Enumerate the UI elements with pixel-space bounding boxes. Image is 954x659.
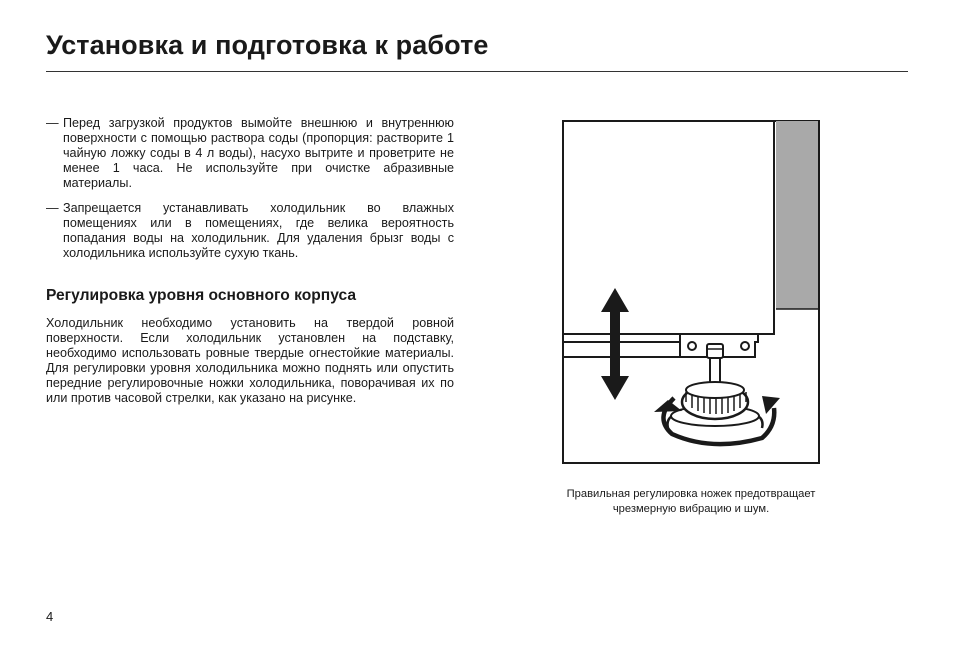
instruction-list	[46, 116, 454, 261]
up-down-arrow-icon	[601, 288, 629, 400]
foot-stem	[710, 358, 720, 384]
side-panel	[776, 121, 818, 309]
text-column	[46, 116, 454, 406]
bullet-dash: —	[46, 201, 59, 215]
list-item-text: Запрещается устанавливать холодильник во влажных помещениях или в помещениях, где велика вероятность попадания воды на холодильник. Для удаления брызг воды с холодильника используйте сухую ткань.	[63, 201, 454, 260]
refrigerator-body	[563, 121, 774, 334]
title-divider	[46, 71, 908, 72]
list-item-text: Перед загрузкой продуктов вымойте внешнюю и внутреннюю поверхности с помощью раствора соды (пропорция: растворите 1 чайную ложку соды в 4 л воды), насухо вытрите и проветрите не менее 1 часа. Не используйте при очистке абразивные материалы.	[63, 116, 454, 190]
section-heading: Регулировка уровня основного корпуса	[46, 287, 357, 304]
page-number: 4	[46, 609, 54, 624]
page-title: Установка и подготовка к работе	[46, 30, 489, 60]
foot-top-nut	[707, 344, 723, 358]
leveling-feet-illustration	[562, 120, 820, 465]
bullet-dash: —	[46, 116, 59, 130]
section-body: Холодильник необходимо установить на твердой ровной поверхности. Если холодильник установлен на подставку, необходимо использовать ровные твердые огнестойкие материалы. Для регулировки уровня холодильника можно поднять или опустить передние регулировочные ножки холодильника, поворачивая их по или против часовой стрелки, как указано на рисунке.	[46, 316, 454, 405]
list-item	[46, 201, 454, 261]
figure-caption: Правильная регулировка ножек предотвращает чрезмерную вибрацию и шум.	[566, 488, 816, 515]
list-item	[46, 116, 454, 191]
